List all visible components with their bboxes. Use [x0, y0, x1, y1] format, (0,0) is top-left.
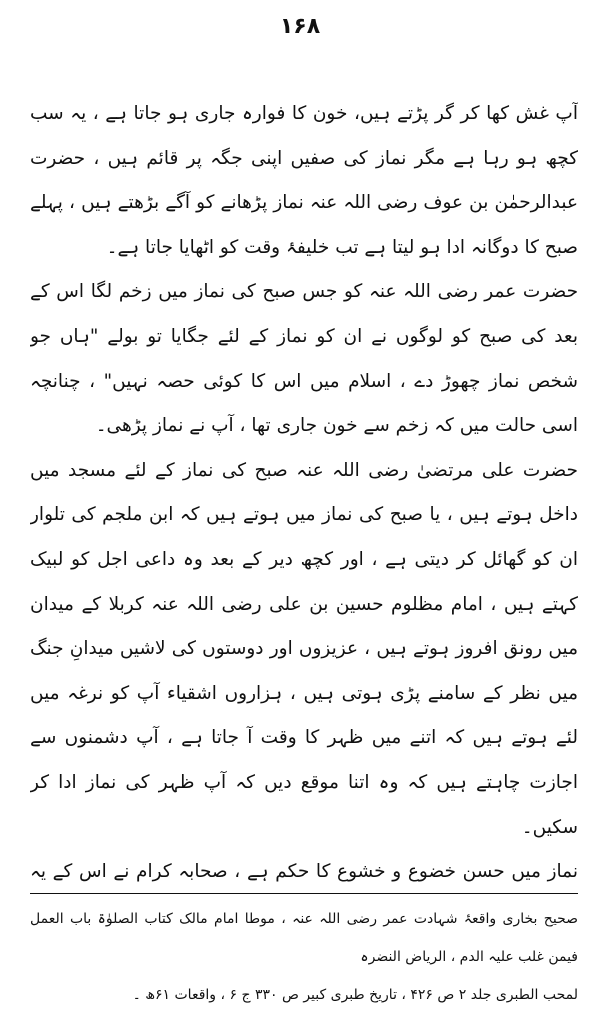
footnote-line: لمحب الطبری جلد ۲ ص ۴۲۶ ، تاریخ طبری کبیر ص ۳۳۰ ج ۶ ، واقعات ۶۱ھ ۔: [132, 987, 578, 1003]
body-text: [30, 92, 578, 882]
paragraph: حضرت علی مرتضیٰ رضی اللہ عنہ صبح کی نماز کے لئے مسجد میں داخل ہوتے ہیں ، یا صبح کی نماز میں ہوتے ہیں کہ ابن ملجم کی تلوار ان کو گھائل کر دیتی ہے ، اور کچھ دیر کے بعد وہ داعی اجل کو لبیک کہتے ہیں ، امام مظلوم حسین بن علی رضی اللہ عنہ کربلا کے میدان میں رونق افروز ہوتے ہیں ، عزیزوں اور دوستوں کی لاشیں میدانِ جنگ میں نظر کے سامنے پڑی ہوتی ہیں ، ہزاروں اشقیاء آپ کو نرغہ میں لئے ہوتے ہیں کہ اتنے میں ظہر کا وقت آ جاتا ہے ، آپ دشمنوں سے اجازت چاہتے ہیں کہ وہ اتنا موقع دیں کہ آپ ظہر کی نماز ادا کر سکیں۔: [30, 459, 578, 838]
footnote-line: صحیح بخاری واقعۂ شہادت عمر رضی اللہ عنہ ، موطا امام مالک کتاب الصلوٰۃ باب العمل فیمن غلب علیہ الدم ، الریاض النضرہ: [30, 911, 578, 965]
footnote-divider: [30, 893, 578, 894]
paragraph: حضرت عمر رضی اللہ عنہ کو جس صبح کی نماز میں زخم لگا اس کے بعد کی صبح کو لوگوں نے ان کو نماز کے لئے جگایا تو بولے "ہاں جو شخص نماز چھوڑ دے ، اسلام میں اس کا کوئی حصہ نہیں" ، چنانچہ اسی حالت میں کہ زخم سے خون جاری تھا ، آپ نے نماز پڑھی۔: [30, 281, 578, 437]
paragraph: نماز میں حسن خضوع و خشوع کا حکم ہے ، صحابہ کرام نے اس کے یہ: [30, 861, 578, 882]
paragraph: آپ غش کھا کر گر پڑتے ہیں، خون کا فوارہ جاری ہو جاتا ہے ، یہ سب کچھ ہو رہا ہے مگر نماز کی صفیں اپنی جگہ پر قائم ہیں ، حضرت عبدالرحمٰن بن عوف رضی اللہ عنہ نماز پڑھانے کو آگے بڑھتے ہیں ، پہلے صبح کا دوگانہ ادا ہو لیتا ہے تب خلیفۂ وقت کو اٹھایا جاتا ہے۔: [30, 103, 578, 258]
footnotes: [30, 900, 578, 1010]
page-number: ۱۶۸: [279, 14, 321, 39]
